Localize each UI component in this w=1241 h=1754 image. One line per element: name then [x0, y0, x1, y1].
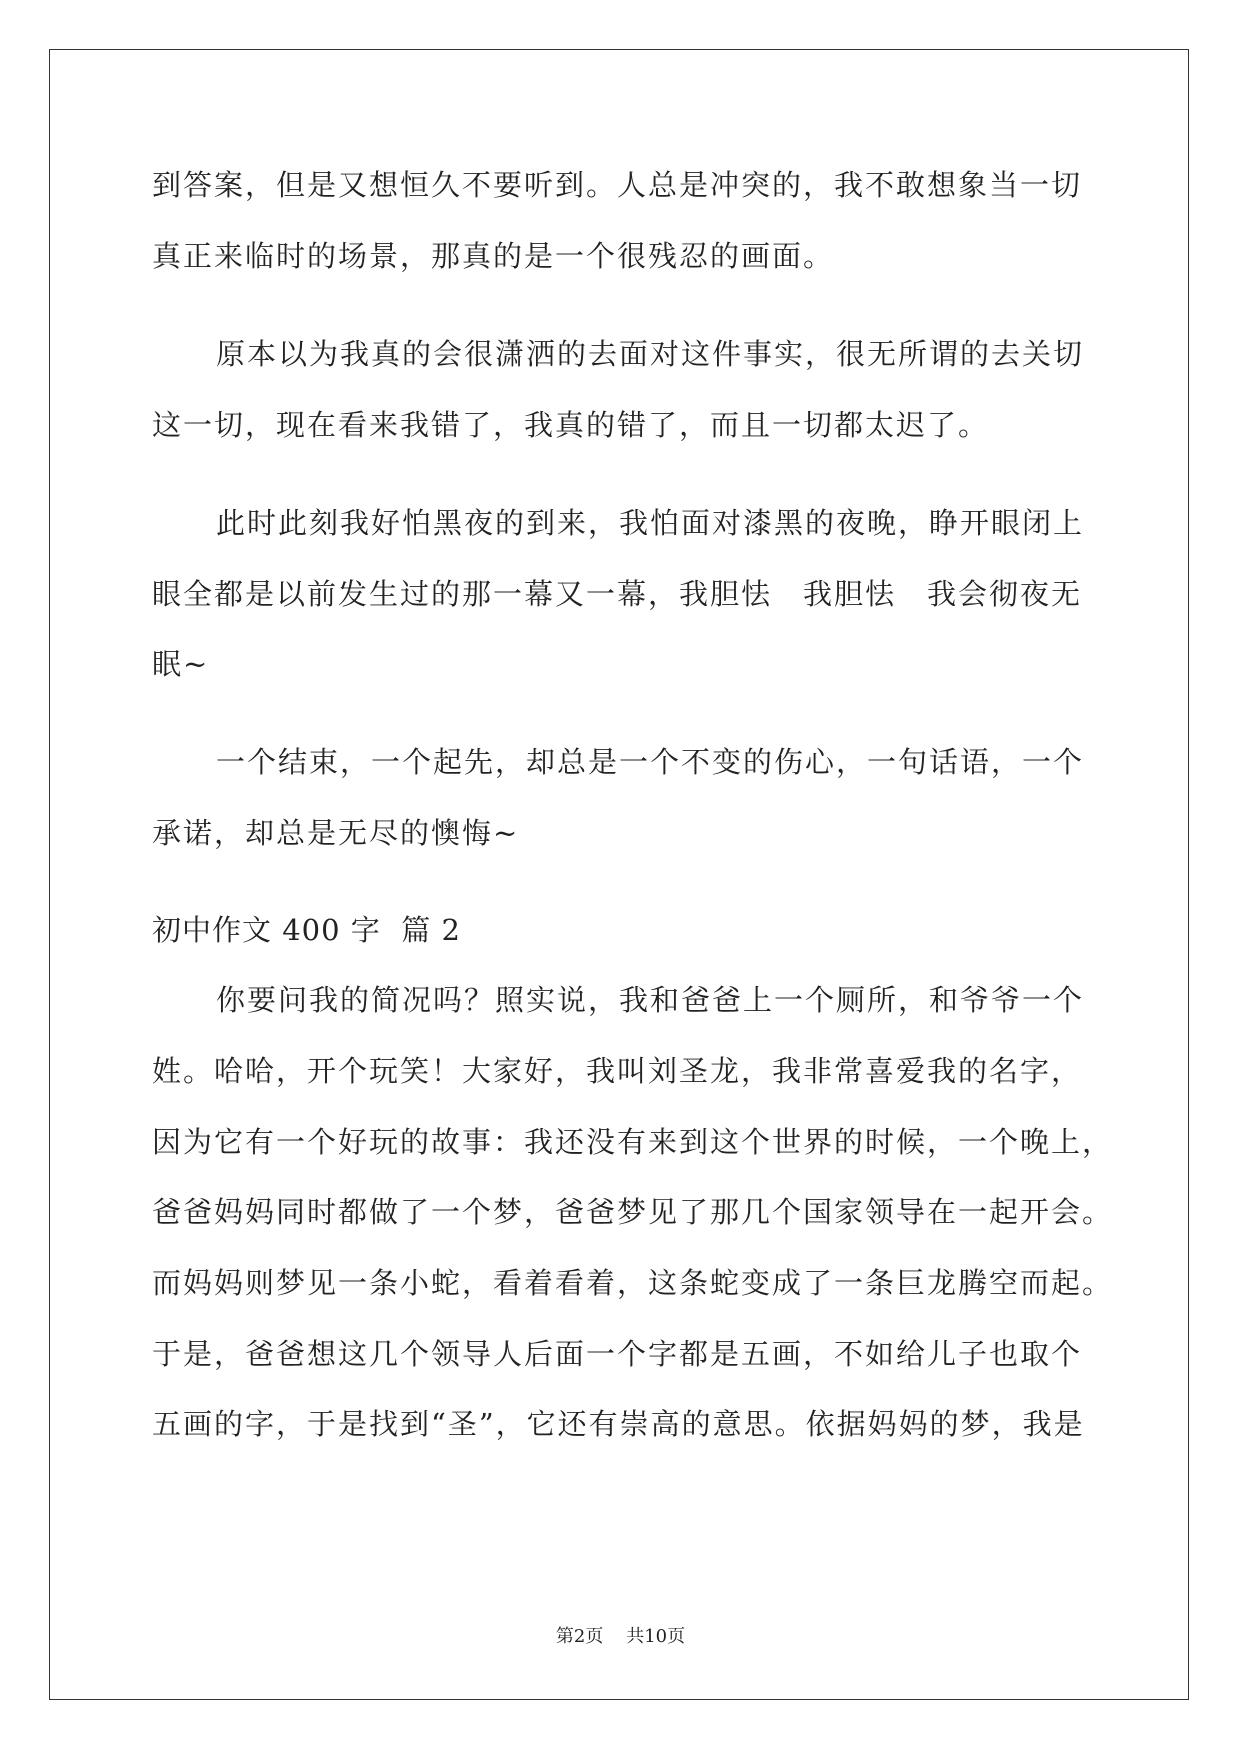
text-line: 眼全都是以前发生过的那一幕又一幕，我胆怯 我胆怯 我会彻夜无	[152, 577, 1083, 611]
text-line: 于是，爸爸想这几个领导人后面一个字都是五画，不如给儿子也取个	[152, 1337, 1083, 1371]
text-line: 姓。哈哈，开个玩笑！大家好，我叫刘圣龙，我非常喜爱我的名字，	[152, 1054, 1083, 1088]
text-line: 五画的字，于是找到“圣”，它还有崇高的意思。依据妈妈的梦，我是	[152, 1407, 1085, 1441]
page-total: 共10页	[626, 1626, 686, 1647]
text-line: 承诺，却总是无尽的懊悔~	[152, 816, 520, 850]
text-line: 这一切，现在看来我错了，我真的错了，而且一切都太迟了。	[152, 408, 990, 442]
text-line: 一个结束，一个起先，却总是一个不变的伤心，一句话语，一个	[216, 745, 1085, 779]
page-border	[49, 49, 1189, 1700]
text-line: 你要问我的简况吗？照实说，我和爸爸上一个厕所，和爷爷一个	[216, 983, 1085, 1017]
text-line: 而妈妈则梦见一条小蛇，看着看着，这条蛇变成了一条巨龙腾空而起。	[152, 1266, 1114, 1300]
text-line: 眠~	[152, 647, 210, 681]
text-line: 原本以为我真的会很潇洒的去面对这件事实，很无所谓的去关切	[216, 337, 1085, 371]
text-line: 到答案，但是又想恒久不要听到。人总是冲突的，我不敢想象当一切	[152, 168, 1083, 202]
section-heading: 初中作文 400 字 篇 2	[152, 913, 461, 947]
text-line: 真正来临时的场景，那真的是一个很残忍的画面。	[152, 239, 835, 273]
text-line: 因为它有一个好玩的故事：我还没有来到这个世界的时候，一个晚上，	[152, 1125, 1114, 1159]
text-line: 此时此刻我好怕黑夜的到来，我怕面对漆黑的夜晚，睁开眼闭上	[216, 506, 1085, 540]
text-line: 爸爸妈妈同时都做了一个梦，爸爸梦见了那几个国家领导在一起开会。	[152, 1195, 1114, 1229]
footer-gap	[603, 1626, 626, 1647]
page-footer	[0, 1625, 1241, 1649]
page-number: 第2页	[555, 1626, 604, 1647]
